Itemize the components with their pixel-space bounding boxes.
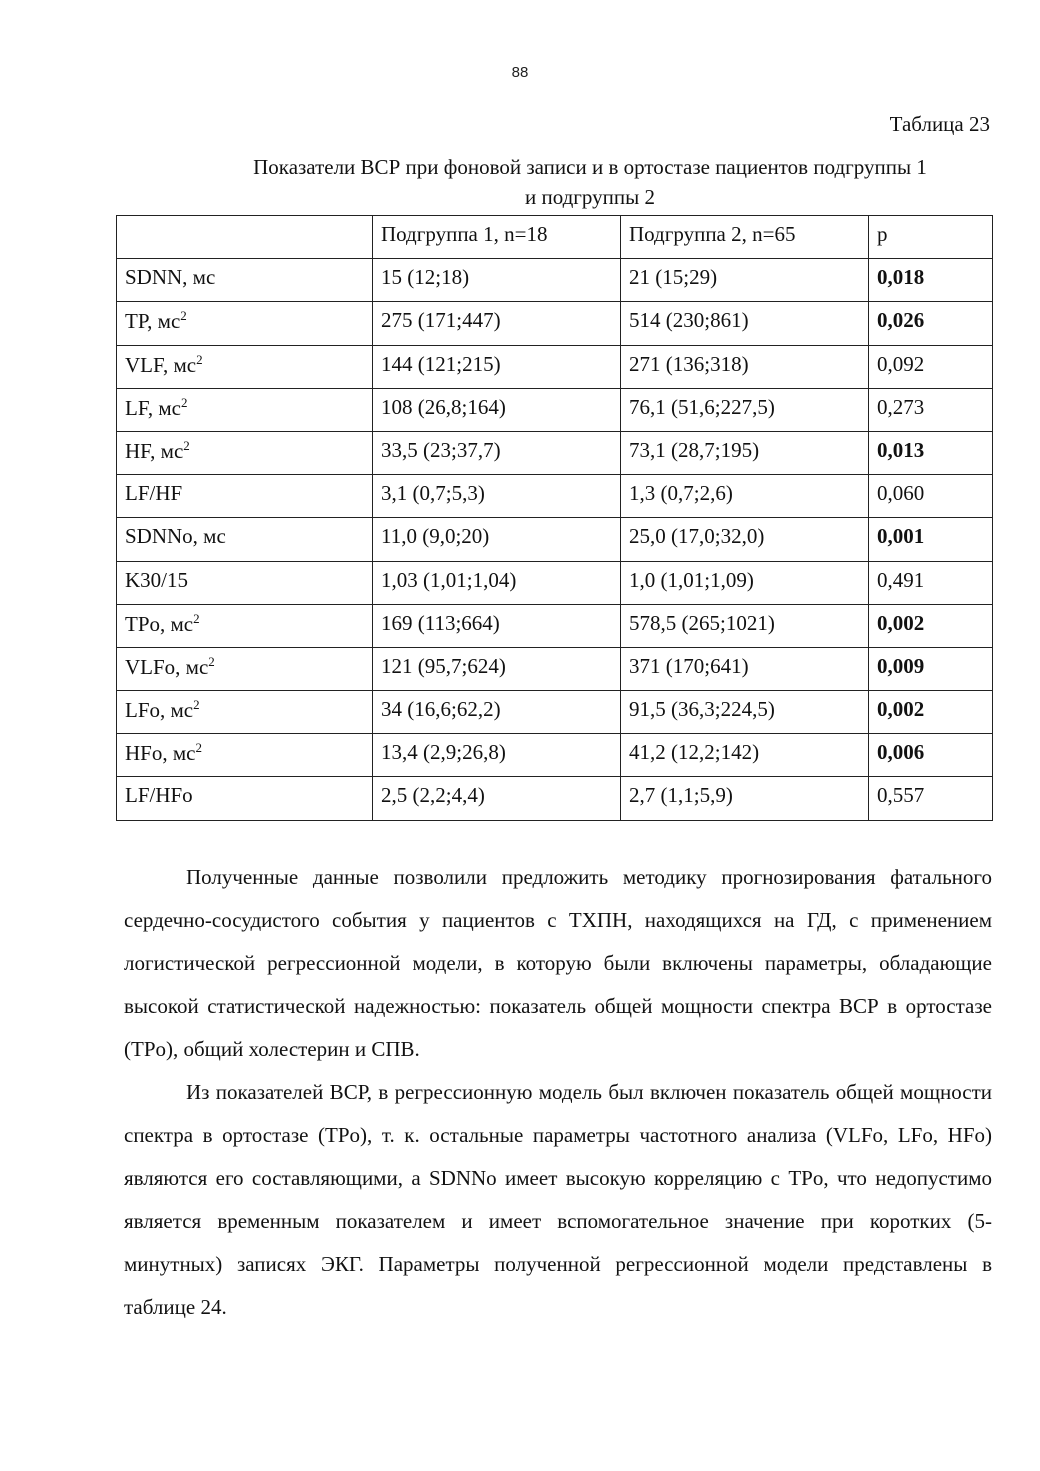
cell-subgroup-2: 271 (136;318) xyxy=(621,345,869,388)
table-body xyxy=(117,259,993,820)
unit-superscript: 2 xyxy=(180,394,188,410)
cell-subgroup-2: 371 (170;641) xyxy=(621,647,869,690)
cell-parameter xyxy=(117,561,373,604)
header-subgroup-1: Подгруппа 1, n=18 xyxy=(373,216,621,259)
cell-subgroup-1: 121 (95,7;624) xyxy=(373,647,621,690)
cell-p-value: 0,026 xyxy=(869,302,993,345)
cell-subgroup-2: 21 (15;29) xyxy=(621,259,869,302)
cell-p-value: 0,006 xyxy=(869,734,993,777)
cell-p-value: 0,001 xyxy=(869,518,993,561)
parameter-label: VLF, мс xyxy=(125,352,197,377)
cell-parameter xyxy=(117,691,373,734)
cell-subgroup-1: 2,5 (2,2;4,4) xyxy=(373,777,621,820)
cell-subgroup-2: 578,5 (265;1021) xyxy=(621,604,869,647)
cell-p-value: 0,002 xyxy=(869,691,993,734)
cell-p-value: 0,060 xyxy=(869,475,993,518)
hrv-table xyxy=(116,215,993,821)
cell-subgroup-1: 3,1 (0,7;5,3) xyxy=(373,475,621,518)
cell-subgroup-2: 41,2 (12,2;142) xyxy=(621,734,869,777)
table-row xyxy=(117,734,993,777)
cell-subgroup-2: 73,1 (28,7;195) xyxy=(621,431,869,474)
cell-parameter xyxy=(117,259,373,302)
paragraph-2: Из показателей ВСР, в регрессионную модель был включен показатель общей мощности спектра в ортостазе (TPo), т. к. остальные параметры частотного анализа (VLFo, LFo, HFo) являются его составляющими, а SDNNo имеет высокую корреляцию с TPo, что недопустимо является временным показателем и имеет вспомогательное значение при коротких (5-минутных) записях ЭКГ. Параметры полученной регрессионной модели представлены в таблице 24. xyxy=(124,1080,992,1319)
header-parameter xyxy=(117,216,373,259)
cell-parameter xyxy=(117,475,373,518)
cell-subgroup-1: 275 (171;447) xyxy=(373,302,621,345)
parameter-label: K30/15 xyxy=(125,567,188,592)
table-row xyxy=(117,431,993,474)
header-p-value: p xyxy=(869,216,993,259)
parameter-label: TP, мс xyxy=(125,309,181,334)
table-row xyxy=(117,518,993,561)
table-label: Таблица 23 xyxy=(889,112,990,136)
cell-subgroup-1: 33,5 (23;37,7) xyxy=(373,431,621,474)
table-row xyxy=(117,777,993,820)
unit-superscript: 2 xyxy=(195,740,202,756)
cell-p-value: 0,018 xyxy=(869,259,993,302)
cell-subgroup-1: 11,0 (9,0;20) xyxy=(373,518,621,561)
parameter-label: HFo, мс xyxy=(125,741,196,766)
cell-subgroup-2: 25,0 (17,0;32,0) xyxy=(621,518,869,561)
header-subgroup-2: Подгруппа 2, n=65 xyxy=(621,216,869,259)
parameter-label: SDNNo, мс xyxy=(125,524,226,549)
unit-superscript: 2 xyxy=(196,351,203,367)
cell-subgroup-2: 1,3 (0,7;2,6) xyxy=(621,475,869,518)
cell-parameter xyxy=(117,604,373,647)
table-row xyxy=(117,647,993,690)
cell-subgroup-1: 169 (113;664) xyxy=(373,604,621,647)
cell-parameter xyxy=(117,302,373,345)
parameter-label: LFo, мс xyxy=(125,698,194,723)
cell-subgroup-1: 1,03 (1,01;1,04) xyxy=(373,561,621,604)
cell-subgroup-1: 144 (121;215) xyxy=(373,345,621,388)
parameter-label: VLFo, мс xyxy=(125,654,209,679)
unit-superscript: 2 xyxy=(193,697,200,713)
parameter-label: HF, мс xyxy=(125,438,184,463)
unit-superscript: 2 xyxy=(180,308,187,324)
body-text xyxy=(124,856,992,1329)
table-row xyxy=(117,604,993,647)
paragraph-1: Полученные данные позволили предложить методику прогнозирования фатального сердечно-сосудистого события у пациентов с ТХПН, находящихся на ГД, с применением логистической регрессионной модели, в которую были включены параметры, обладающие высокой статистической надежностью: показатель общей мощности спектра ВСР в ортостазе (TPo), общий холестерин и СПВ. xyxy=(124,865,992,1061)
cell-subgroup-2: 514 (230;861) xyxy=(621,302,869,345)
table-row xyxy=(117,302,993,345)
cell-subgroup-1: 34 (16,6;62,2) xyxy=(373,691,621,734)
table-header-row xyxy=(117,216,993,259)
cell-subgroup-1: 108 (26,8;164) xyxy=(373,388,621,431)
table-row xyxy=(117,475,993,518)
cell-parameter xyxy=(117,431,373,474)
unit-superscript: 2 xyxy=(193,610,200,626)
cell-parameter xyxy=(117,777,373,820)
unit-superscript: 2 xyxy=(183,437,190,453)
cell-p-value: 0,009 xyxy=(869,647,993,690)
cell-p-value: 0,557 xyxy=(869,777,993,820)
unit-superscript: 2 xyxy=(208,653,215,669)
cell-subgroup-1: 15 (12;18) xyxy=(373,259,621,302)
cell-p-value: 0,092 xyxy=(869,345,993,388)
parameter-label: LF/HF xyxy=(125,481,183,506)
cell-parameter xyxy=(117,647,373,690)
cell-subgroup-2: 2,7 (1,1;5,9) xyxy=(621,777,869,820)
cell-p-value: 0,273 xyxy=(869,388,993,431)
table-caption-line-1: Показатели ВСР при фоновой записи и в ортостазе пациентов подгруппы 1 xyxy=(253,155,927,179)
cell-parameter xyxy=(117,518,373,561)
cell-p-value: 0,002 xyxy=(869,604,993,647)
parameter-label: LF, мс xyxy=(125,395,181,420)
table-caption-line-2: и подгруппы 2 xyxy=(525,185,655,209)
page-number: 88 xyxy=(511,64,529,81)
cell-subgroup-2: 91,5 (36,3;224,5) xyxy=(621,691,869,734)
table-row xyxy=(117,388,993,431)
parameter-label: SDNN, мс xyxy=(125,265,216,290)
table-row xyxy=(117,691,993,734)
cell-parameter xyxy=(117,734,373,777)
cell-subgroup-1: 13,4 (2,9;26,8) xyxy=(373,734,621,777)
cell-p-value: 0,013 xyxy=(869,431,993,474)
cell-parameter xyxy=(117,345,373,388)
table-row xyxy=(117,561,993,604)
table-caption xyxy=(190,152,990,212)
table-row xyxy=(117,345,993,388)
cell-subgroup-2: 76,1 (51,6;227,5) xyxy=(621,388,869,431)
cell-subgroup-2: 1,0 (1,01;1,09) xyxy=(621,561,869,604)
table-row xyxy=(117,259,993,302)
cell-p-value: 0,491 xyxy=(869,561,993,604)
cell-parameter xyxy=(117,388,373,431)
parameter-label: LF/HFo xyxy=(125,783,193,808)
parameter-label: TPo, мс xyxy=(125,611,194,636)
